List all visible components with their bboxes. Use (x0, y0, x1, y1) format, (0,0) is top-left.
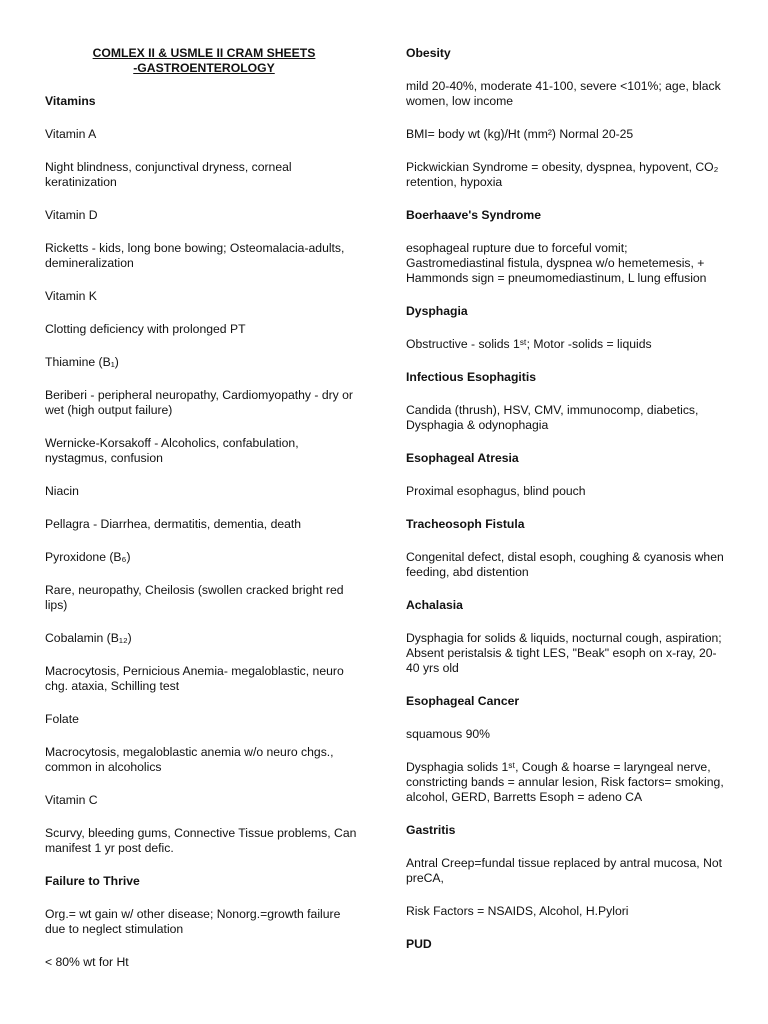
text-paragraph: Vitamin A (45, 127, 97, 141)
title-line-1: COMLEX II & USMLE II CRAM SHEETS (92, 46, 316, 60)
section-heading: Dysphagia (406, 304, 468, 318)
text-paragraph: Niacin (45, 484, 79, 498)
text-paragraph: Antral Creep=fundal tissue replaced by antral mucosa, Not preCA, (406, 856, 723, 885)
section-heading: Obesity (406, 46, 451, 60)
text-paragraph: mild 20-40%, moderate 41-100, severe <101%; age, black women, low income (406, 79, 721, 108)
right-column (406, 0, 724, 952)
text-paragraph: Pickwickian Syndrome = obesity, dyspnea, hypovent, CO₂ retention, hypoxia (406, 160, 719, 189)
text-paragraph: Proximal esophagus, blind pouch (406, 484, 586, 498)
text-paragraph: Vitamin D (45, 208, 98, 222)
text-paragraph: Wernicke-Korsakoff - Alcoholics, confabulation, nystagmus, confusion (45, 436, 299, 465)
text-paragraph: Clotting deficiency with prolonged PT (45, 322, 246, 336)
section-heading: Infectious Esophagitis (406, 370, 537, 384)
section-heading: Boerhaave's Syndrome (406, 208, 541, 222)
section-heading: Achalasia (406, 598, 463, 612)
text-paragraph: Night blindness, conjunctival dryness, corneal keratinization (45, 160, 292, 189)
text-paragraph: Macrocytosis, Pernicious Anemia- megaloblastic, neuro chg. ataxia, Schilling test (45, 664, 344, 693)
text-paragraph: Pellagra - Diarrhea, dermatitis, dementia, death (45, 517, 302, 531)
text-paragraph: Macrocytosis, megaloblastic anemia w/o neuro chgs., common in alcoholics (45, 745, 334, 774)
text-paragraph: BMI= body wt (kg)/Ht (mm²) Normal 20-25 (406, 127, 634, 141)
left-column (45, 0, 363, 970)
text-paragraph: Risk Factors = NSAIDS, Alcohol, H.Pylori (406, 904, 629, 918)
section-heading: Gastritis (406, 823, 456, 837)
text-paragraph: Obstructive - solids 1ˢᵗ; Motor -solids = liquids (406, 337, 652, 351)
section-heading: Failure to Thrive (45, 874, 140, 888)
text-paragraph: Rare, neuropathy, Cheilosis (swollen cracked bright red lips) (45, 583, 344, 612)
text-paragraph: Scurvy, bleeding gums, Connective Tissue problems, Can manifest 1 yr post defic. (45, 826, 357, 855)
section-heading: PUD (406, 937, 432, 951)
text-paragraph: Cobalamin (B₁₂) (45, 631, 132, 645)
text-paragraph: Ricketts - kids, long bone bowing; Osteomalacia-adults, demineralization (45, 241, 345, 270)
document-title (45, 46, 363, 76)
text-paragraph: Congenital defect, distal esoph, coughing & cyanosis when feeding, abd distention (406, 550, 724, 579)
section-heading: Esophageal Cancer (406, 694, 520, 708)
text-paragraph: esophageal rupture due to forceful vomit; Gastromediastinal fistula, dyspnea w/o hemetemesis, + Hammonds sign = pneumomediastinum, L lung effusion (406, 241, 707, 285)
section-heading: Tracheosoph Fistula (406, 517, 525, 531)
text-paragraph: Pyroxidone (B₆) (45, 550, 131, 564)
text-paragraph: Dysphagia for solids & liquids, nocturnal cough, aspiration; Absent peristalsis & tight LES, "Beak" esoph on x-ray, 20-40 yrs old (406, 631, 722, 675)
text-paragraph: Vitamin C (45, 793, 98, 807)
text-paragraph: < 80% wt for Ht (45, 955, 129, 969)
text-paragraph: Dysphagia solids 1ˢᵗ, Cough & hoarse = laryngeal nerve, constricting bands = annular lesion, Risk factors= smoking, alcohol, GERD, Barretts Esoph = adeno CA (406, 760, 724, 804)
text-paragraph: Org.= wt gain w/ other disease; Nonorg.=growth failure due to neglect stimulation (45, 907, 341, 936)
text-paragraph: Folate (45, 712, 79, 726)
text-paragraph: Beriberi - peripheral neuropathy, Cardiomyopathy - dry or wet (high output failure) (45, 388, 353, 417)
text-paragraph: Candida (thrush), HSV, CMV, immunocomp, diabetics, Dysphagia & odynophagia (406, 403, 699, 432)
text-paragraph: Thiamine (B₁) (45, 355, 119, 369)
text-paragraph: Vitamin K (45, 289, 97, 303)
section-heading: Vitamins (45, 94, 96, 108)
text-paragraph: squamous 90% (406, 727, 491, 741)
title-line-2: -GASTROENTEROLOGY (133, 61, 275, 75)
section-heading: Esophageal Atresia (406, 451, 519, 465)
